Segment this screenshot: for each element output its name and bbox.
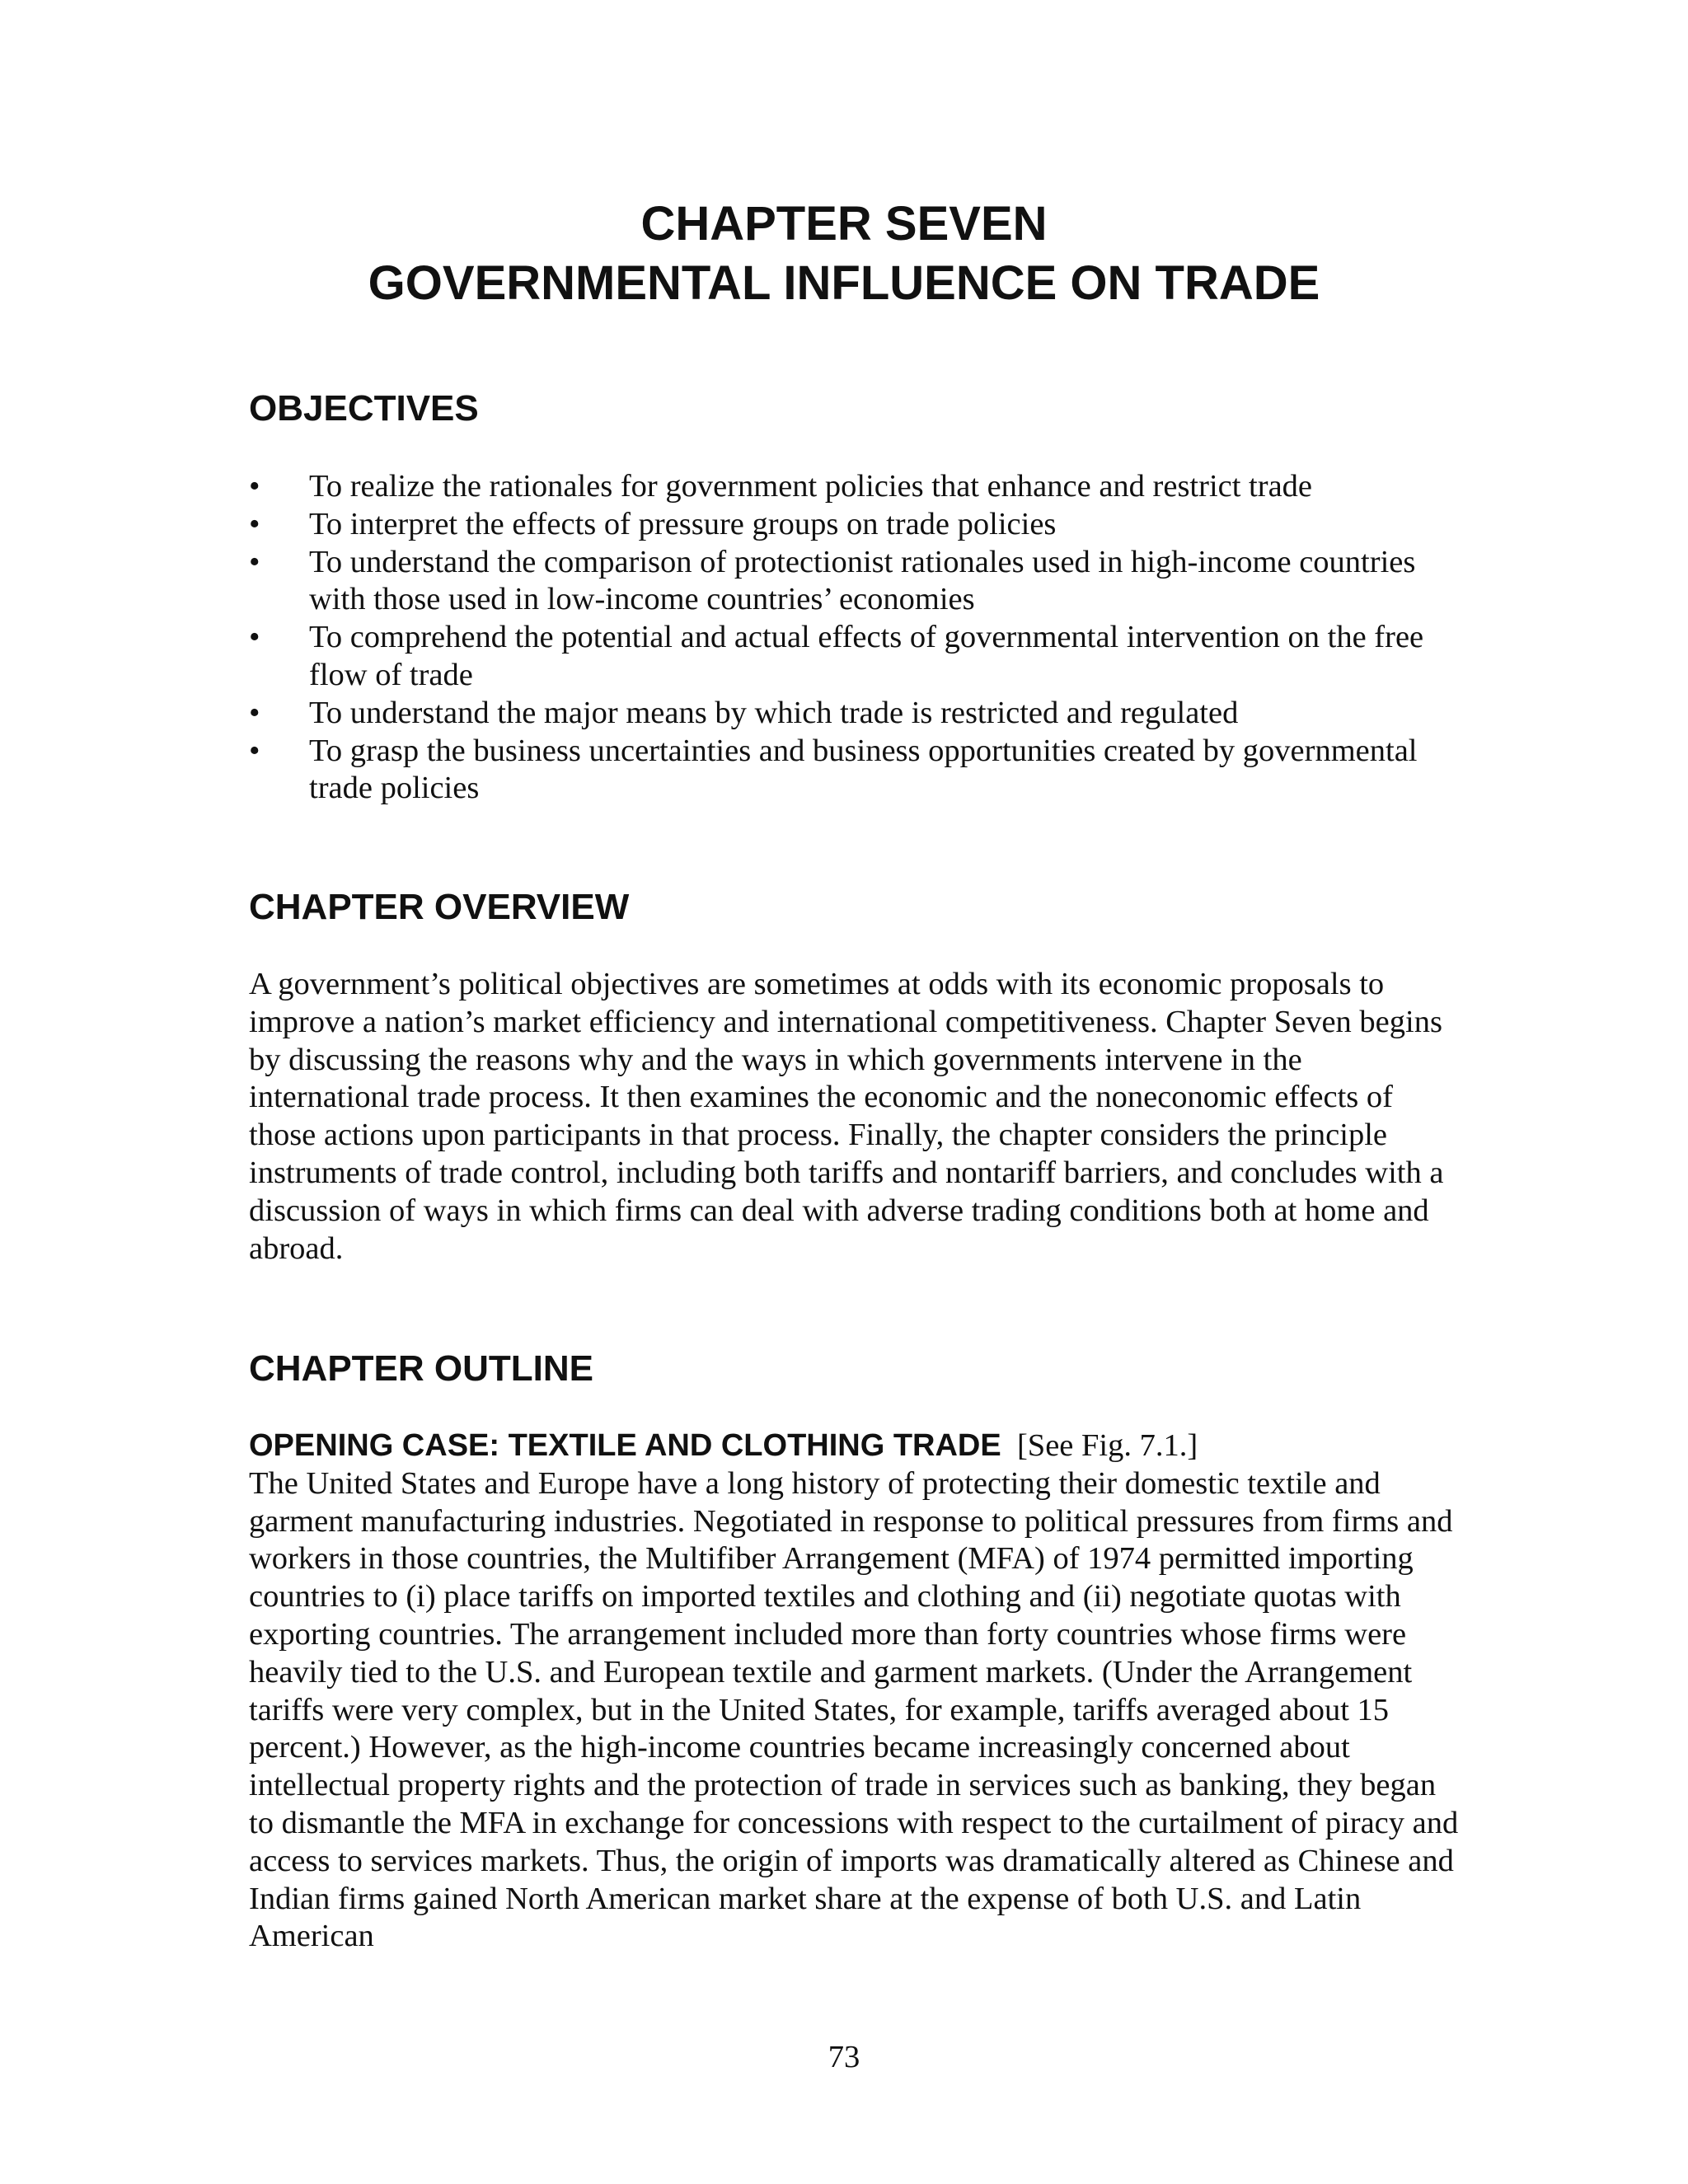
- opening-case-paragraph: [249, 1427, 1461, 1956]
- objective-item: [249, 544, 1469, 620]
- objective-item: [249, 506, 1469, 544]
- chapter-number-title: CHAPTER SEVEN: [640, 197, 1048, 251]
- objective-text: To grasp the business uncertainties and business opportunities created by governmental trade policies: [309, 733, 1418, 806]
- objective-text: To realize the rationales for government policies that enhance and restrict trade: [309, 469, 1312, 504]
- opening-case-text: The United States and Europe have a long history of protecting their domestic textile and garment manufacturing industries. Negotiated in response to political pressures from firms and workers in those countries, the Multifiber Arrangement (MFA) of 1974 permitted importing countries to (i) place tariffs on imported textiles and clothing and (ii) negotiate quotas with exporting countries. The arrangement included more than forty countries whose firms were heavily tied to the U.S. and European textile and garment markets. (Under the Arrangement tariffs were very complex, but in the United States, for example, tariffs averaged about 15 percent.) However, as the high-income countries became increasingly concerned about intellectual property rights and the protection of trade in services such as banking, they began to dismantle the MFA in exchange for concessions with respect to the curtailment of piracy and access to services markets. Thus, the origin of imports was dramatically altered as Chinese and Indian firms gained North American market share at the expense of both U.S. and Latin American: [249, 1465, 1459, 1954]
- objective-text: To understand the comparison of protectionist rationales used in high-income countries with those used in low-income countries’ economies: [309, 544, 1416, 617]
- bullet-icon: •: [249, 544, 260, 579]
- page-number: 73: [828, 2040, 860, 2074]
- outline-heading: CHAPTER OUTLINE: [249, 1348, 593, 1389]
- objective-text: To comprehend the potential and actual effects of governmental intervention on the free flow of trade: [309, 620, 1424, 692]
- objective-text: To interpret the effects of pressure groups on trade policies: [309, 506, 1057, 541]
- objective-item: [249, 733, 1469, 808]
- opening-case-title: OPENING CASE: TEXTILE AND CLOTHING TRADE: [249, 1428, 1001, 1463]
- objectives-list: [249, 468, 1469, 808]
- objectives-heading: OBJECTIVES: [249, 388, 479, 429]
- objective-item: [249, 619, 1469, 695]
- chapter-title: GOVERNMENTAL INFLUENCE ON TRADE: [368, 256, 1320, 310]
- objective-item: [249, 468, 1469, 506]
- bullet-icon: •: [249, 469, 260, 504]
- bullet-icon: •: [249, 620, 260, 655]
- bullet-icon: •: [249, 506, 260, 541]
- figure-reference: [See Fig. 7.1.]: [1016, 1428, 1198, 1463]
- bullet-icon: •: [249, 695, 260, 730]
- bullet-icon: •: [249, 733, 260, 768]
- overview-paragraph: A government’s political objectives are sometimes at odds with its economic proposals to improve a nation’s market efficiency and international competitiveness. Chapter Seven begins by discussing the reasons why and the ways in which governments intervene in the international trade process. It then examines the economic and the noneconomic effects of those actions upon participants in that process. Finally, the chapter considers the principle instruments of trade control, including both tariffs and nontariff barriers, and concludes with a discussion of ways in which firms can deal with adverse trading conditions both at home and abroad.: [249, 967, 1444, 1266]
- objective-text: To understand the major means by which trade is restricted and regulated: [309, 695, 1239, 730]
- objective-item: [249, 695, 1469, 733]
- overview-heading: CHAPTER OVERVIEW: [249, 887, 630, 927]
